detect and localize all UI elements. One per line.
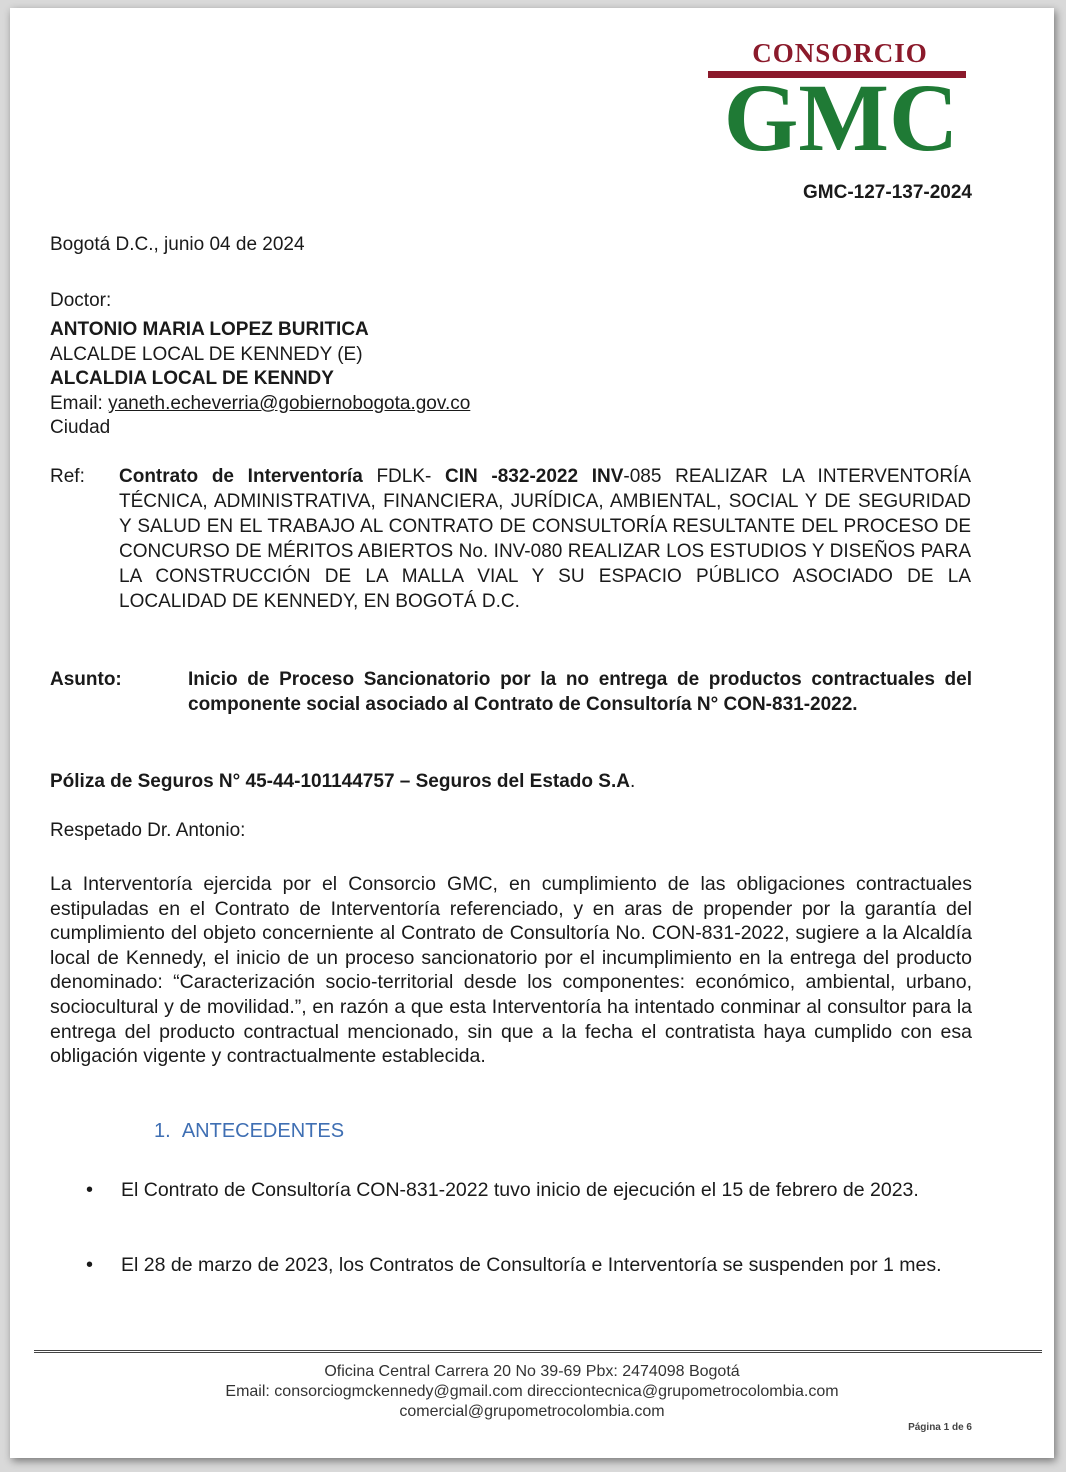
recipient-city: Ciudad xyxy=(50,417,111,438)
bullet-marker: • xyxy=(86,1179,94,1201)
ref-contract-number: CIN -832-2022 INV xyxy=(445,466,624,487)
footer-divider xyxy=(34,1350,1042,1353)
ref-contract-label: Contrato de Interventoría xyxy=(119,466,363,487)
poliza-line xyxy=(50,769,635,794)
recipient-email-line xyxy=(50,391,470,416)
section-title: ANTECEDENTES xyxy=(181,1120,345,1142)
list-item: El Contrato de Consultoría CON-831-2022 tuvo inicio de ejecución el 15 de febrero de 2023. xyxy=(121,1179,919,1201)
letter-date: Bogotá D.C., junio 04 de 2024 xyxy=(50,234,305,255)
ref-code-prefix: FDLK- xyxy=(362,466,446,487)
poliza-text: Póliza de Seguros N° 45-44-101144757 – Seguros del Estado S.A xyxy=(50,771,630,792)
ref-description: -085 REALIZAR LA INTERVENTORÍA TÉCNICA, ADMINISTRATIVA, FINANCIERA, JURÍDICA, AMBIENTAL, SOCIAL Y DE SEGURIDAD Y SALUD EN EL TRABAJO AL CONTRATO DE CONSULTORÍA RESULTANTE DEL PROCESO DE CONCURSO DE MÉRITOS ABIERTOS No. INV-080 REALIZAR LOS ESTUDIOS Y DISEÑOS PARA LA CONSTRUCCIÓN DE LA MALLA VIAL Y SU ESPACIO PÚBLICO ASOCIADO DE LA LOCALIDAD DE KENNEDY, EN BOGOTÁ D.C. xyxy=(119,466,971,612)
poliza-end: . xyxy=(629,771,636,792)
recipient-salutation: Doctor: xyxy=(50,290,112,311)
recipient-email-link[interactable]: yaneth.echeverria@gobiernobogota.gov.co xyxy=(108,393,471,414)
email-label: Email: xyxy=(50,393,109,414)
asunto-label: Asunto: xyxy=(50,669,122,690)
body-paragraph: La Interventoría ejercida por el Consorcio GMC, en cumplimiento de las obligaciones contractuales estipuladas en el Contrato de Interventoría referenciado, y en aras de propender por la garantía del cumplimiento del objeto concerniente al Contrato de Consultoría No. CON-831-2022, sugiere a la Alcaldía local de Kennedy, el inicio de un proceso sancionatorio por el incumplimiento en la entrega del producto denominado: “Caracterización socio-territorial desde los componentes: económico, ambiental, urbano, sociocultural y de movilidad.”, en razón a que esta Interventoría ha intentado conminar al consultor para la entrega del producto contractual mencionado, sin que a la fecha el contratista haya cumplido con esa obligación vigente y contractualmente establecida. xyxy=(50,873,972,1068)
logo-main-text: GMC xyxy=(723,64,959,171)
consorcio-gmc-logo xyxy=(708,30,980,170)
footer-commercial-email: comercial@grupometrocolombia.com xyxy=(399,1403,665,1420)
footer-address: Oficina Central Carrera 20 No 39-69 Pbx: 2474098 Bogotá xyxy=(324,1363,740,1380)
ref-text xyxy=(119,464,971,614)
footer-emails: Email: consorciogmckennedy@gmail.com direcciontecnica@grupometrocolombia.com xyxy=(225,1383,839,1400)
document-page xyxy=(10,8,1054,1458)
section-heading xyxy=(154,1120,344,1143)
asunto-text: Inicio de Proceso Sancionatorio por la no entrega de productos contractuales del componente social asociado al Contrato de Consultoría N° CON-831-2022. xyxy=(188,669,972,715)
list-item: El 28 de marzo de 2023, los Contratos de Consultoría e Interventoría se suspenden por 1 mes. xyxy=(121,1254,942,1276)
recipient-entity: ALCALDIA LOCAL DE KENNDY xyxy=(50,368,334,389)
recipient-title: ALCALDE LOCAL DE KENNEDY (E) xyxy=(50,344,363,365)
logo-top-text: CONSORCIO xyxy=(752,38,928,68)
recipient-name: ANTONIO MARIA LOPEZ BURITICA xyxy=(50,319,369,340)
ref-label: Ref: xyxy=(50,466,85,487)
section-number: 1. xyxy=(154,1120,171,1142)
page-number: Página 1 de 6 xyxy=(908,1422,972,1433)
bullet-marker: • xyxy=(86,1254,94,1276)
reference-code: GMC-127-137-2024 xyxy=(803,182,972,203)
greeting: Respetado Dr. Antonio: xyxy=(50,820,246,841)
